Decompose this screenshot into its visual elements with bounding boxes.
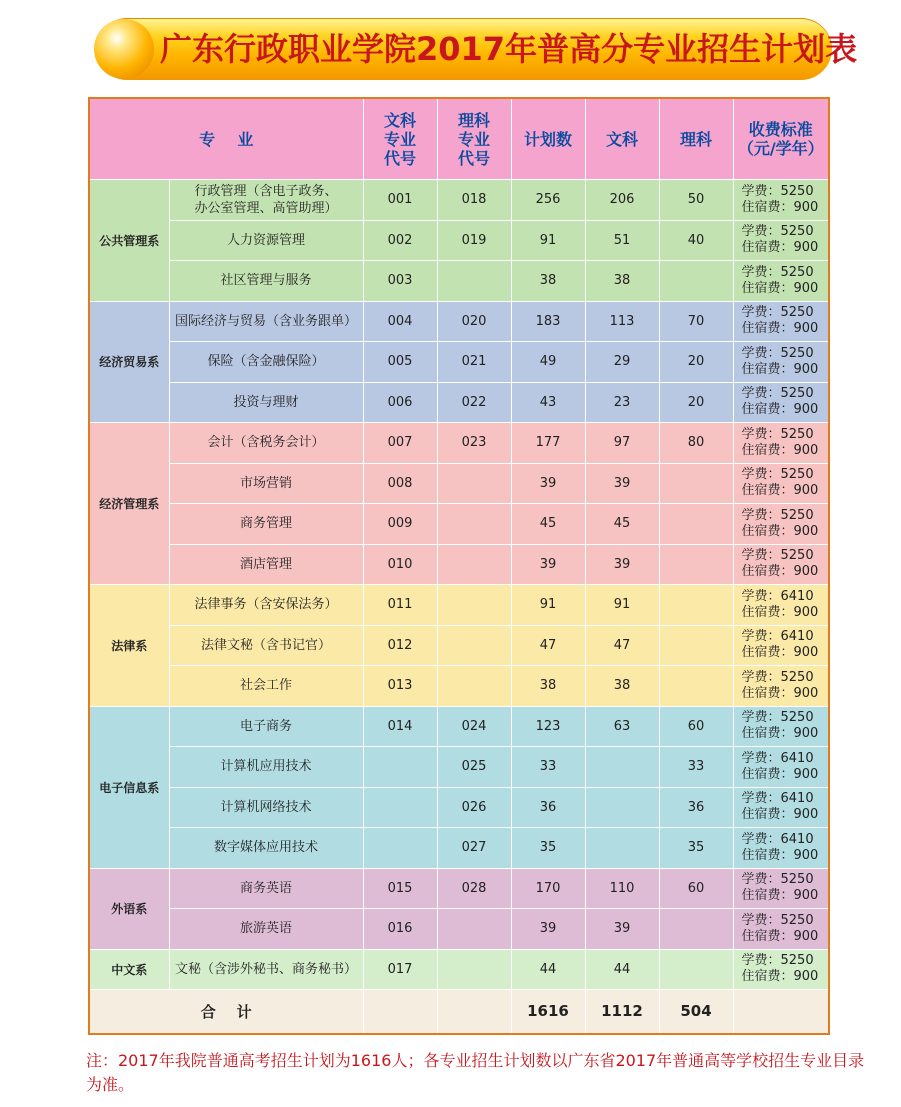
arts-count: 39 — [585, 544, 659, 585]
plan-count: 45 — [511, 504, 585, 545]
sci-count: 60 — [659, 868, 733, 909]
arts-code — [363, 828, 437, 869]
major-name-line: 办公室管理、高管助理） — [194, 200, 338, 216]
footnote: 注：2017年我院普通高考招生计划为1616人；各专业招生计划数以广东省2017年普通高等学校招生专业目录为准。 — [86, 1051, 865, 1094]
plan-count: 39 — [511, 463, 585, 504]
plan-count: 170 — [511, 868, 585, 909]
fee-line: 学费：6410 — [741, 750, 814, 766]
major-name-line: 投资与理财 — [233, 394, 299, 410]
arts-count: 39 — [585, 909, 659, 950]
total-row — [89, 990, 829, 1034]
fee-standard — [733, 666, 829, 707]
sci-count — [659, 544, 733, 585]
major-name — [169, 342, 363, 383]
arts-code: 001 — [363, 180, 437, 221]
fee-line: 住宿费：900 — [741, 969, 819, 985]
arts-code: 012 — [363, 625, 437, 666]
table-row — [89, 747, 829, 788]
fee-standard — [733, 706, 829, 747]
page-title: 广东行政职业学院2017年普高分专业招生计划表 — [160, 30, 858, 68]
major-name-line: 电子商务 — [239, 718, 292, 734]
sci-code: 021 — [437, 342, 511, 383]
sci-count: 40 — [659, 220, 733, 261]
sci-count — [659, 909, 733, 950]
plan-count: 35 — [511, 828, 585, 869]
plan-count: 39 — [511, 909, 585, 950]
sci-code: 019 — [437, 220, 511, 261]
header-row — [89, 98, 829, 180]
plan-count: 36 — [511, 787, 585, 828]
major-name-line: 旅游英语 — [239, 921, 292, 937]
header-arts-code-line: 代号 — [383, 148, 416, 168]
arts-count: 63 — [585, 706, 659, 747]
sci-code — [437, 625, 511, 666]
sci-count — [659, 585, 733, 626]
sci-code — [437, 504, 511, 545]
arts-count: 206 — [585, 180, 659, 221]
major-name — [169, 423, 363, 464]
fee-line: 住宿费：900 — [741, 685, 819, 701]
total-sci: 504 — [659, 990, 733, 1034]
fee-line: 住宿费：900 — [741, 321, 819, 337]
header-arts: 文科 — [585, 98, 659, 180]
major-name-line: 商务英语 — [239, 880, 292, 896]
arts-count: 45 — [585, 504, 659, 545]
plan-count: 91 — [511, 585, 585, 626]
fee-line: 住宿费：900 — [741, 199, 819, 215]
fee-standard — [733, 342, 829, 383]
fee-line: 住宿费：900 — [741, 888, 819, 904]
sci-count — [659, 625, 733, 666]
header-sci: 理科 — [659, 98, 733, 180]
total-empty — [733, 990, 829, 1034]
fee-standard — [733, 828, 829, 869]
fee-line: 住宿费：900 — [741, 766, 819, 782]
fee-line: 住宿费：900 — [741, 240, 819, 256]
fee-line: 学费：5250 — [741, 264, 814, 280]
fee-line: 学费：5250 — [741, 345, 814, 361]
sci-count: 50 — [659, 180, 733, 221]
fee-line: 学费：5250 — [741, 305, 814, 321]
arts-code: 014 — [363, 706, 437, 747]
fee-line: 住宿费：900 — [741, 726, 819, 742]
fee-line: 学费：5250 — [741, 710, 814, 726]
major-name — [169, 585, 363, 626]
fee-line: 学费：5250 — [741, 183, 814, 199]
fee-standard — [733, 382, 829, 423]
fee-standard — [733, 504, 829, 545]
table-row — [89, 828, 829, 869]
sci-code — [437, 463, 511, 504]
fee-standard — [733, 180, 829, 221]
sci-code: 020 — [437, 301, 511, 342]
header-major: 专 业 — [89, 98, 363, 180]
fee-standard — [733, 220, 829, 261]
arts-code: 004 — [363, 301, 437, 342]
major-name-line: 数字媒体应用技术 — [213, 840, 318, 856]
total-arts: 1112 — [585, 990, 659, 1034]
sci-count: 36 — [659, 787, 733, 828]
department-name: 公共管理系 — [89, 180, 169, 302]
sci-code: 022 — [437, 382, 511, 423]
fee-line: 学费：5250 — [741, 953, 814, 969]
fee-standard — [733, 787, 829, 828]
fee-line: 学费：5250 — [741, 467, 814, 483]
sci-code: 024 — [437, 706, 511, 747]
sci-count — [659, 504, 733, 545]
total-empty — [363, 990, 437, 1034]
major-name-line: 会计（含税务会计） — [207, 435, 325, 451]
major-name-line: 国际经济与贸易（含业务跟单） — [174, 313, 357, 329]
fee-line: 住宿费：900 — [741, 442, 819, 458]
table-row — [89, 706, 829, 747]
arts-count: 97 — [585, 423, 659, 464]
plan-count: 43 — [511, 382, 585, 423]
table-row — [89, 909, 829, 950]
sci-count — [659, 463, 733, 504]
major-name — [169, 666, 363, 707]
arts-code: 008 — [363, 463, 437, 504]
sci-code — [437, 949, 511, 990]
major-name — [169, 828, 363, 869]
table-row — [89, 544, 829, 585]
sci-count — [659, 949, 733, 990]
sci-code — [437, 585, 511, 626]
header-sci-code — [437, 98, 511, 180]
department-name: 外语系 — [89, 868, 169, 949]
arts-count: 51 — [585, 220, 659, 261]
major-name — [169, 949, 363, 990]
sci-code: 028 — [437, 868, 511, 909]
header-fee — [733, 98, 829, 180]
major-name-line: 法律事务（含安保法务） — [194, 597, 338, 613]
table-row — [89, 342, 829, 383]
table-row — [89, 625, 829, 666]
table-row — [89, 463, 829, 504]
plan-count: 91 — [511, 220, 585, 261]
plan-count: 47 — [511, 625, 585, 666]
table-row — [89, 585, 829, 626]
major-name-line: 计算机应用技术 — [220, 759, 312, 775]
fee-standard — [733, 868, 829, 909]
sci-code: 023 — [437, 423, 511, 464]
fee-line: 住宿费：900 — [741, 928, 819, 944]
arts-code: 009 — [363, 504, 437, 545]
major-name-line: 行政管理（含电子政务、 — [194, 183, 338, 199]
plan-count: 38 — [511, 666, 585, 707]
plan-count: 33 — [511, 747, 585, 788]
fee-line: 住宿费：900 — [741, 523, 819, 539]
fee-line: 住宿费：900 — [741, 807, 819, 823]
fee-standard — [733, 544, 829, 585]
plan-count: 256 — [511, 180, 585, 221]
major-name — [169, 909, 363, 950]
sci-code — [437, 544, 511, 585]
plan-count: 183 — [511, 301, 585, 342]
fee-line: 住宿费：900 — [741, 280, 819, 296]
plan-count: 38 — [511, 261, 585, 302]
major-name — [169, 463, 363, 504]
arts-count: 38 — [585, 666, 659, 707]
fee-line: 学费：5250 — [741, 548, 814, 564]
fee-standard — [733, 585, 829, 626]
arts-count: 23 — [585, 382, 659, 423]
arts-code: 011 — [363, 585, 437, 626]
fee-line: 学费：5250 — [741, 507, 814, 523]
major-name-line: 计算机网络技术 — [220, 799, 312, 815]
fee-line: 住宿费：900 — [741, 402, 819, 418]
sci-code: 026 — [437, 787, 511, 828]
arts-count — [585, 828, 659, 869]
arts-count: 110 — [585, 868, 659, 909]
major-name-line: 商务管理 — [239, 516, 292, 532]
total-label: 合 计 — [89, 990, 363, 1034]
plan-count: 123 — [511, 706, 585, 747]
total-plan: 1616 — [511, 990, 585, 1034]
table-row — [89, 382, 829, 423]
arts-code: 006 — [363, 382, 437, 423]
sci-code — [437, 261, 511, 302]
major-name-line: 酒店管理 — [239, 556, 292, 572]
major-name — [169, 504, 363, 545]
major-name — [169, 382, 363, 423]
fee-line: 住宿费：900 — [741, 645, 819, 661]
table-row — [89, 949, 829, 990]
fee-line: 学费：5250 — [741, 912, 814, 928]
sci-count: 20 — [659, 342, 733, 383]
fee-standard — [733, 949, 829, 990]
major-name-line: 人力资源管理 — [226, 232, 305, 248]
major-name — [169, 220, 363, 261]
major-name-line: 市场营销 — [239, 475, 292, 491]
table-row — [89, 504, 829, 545]
arts-count: 44 — [585, 949, 659, 990]
arts-count: 38 — [585, 261, 659, 302]
arts-code: 002 — [363, 220, 437, 261]
fee-line: 学费：5250 — [741, 426, 814, 442]
fee-standard — [733, 463, 829, 504]
fee-standard — [733, 747, 829, 788]
arts-code: 017 — [363, 949, 437, 990]
total-empty — [437, 990, 511, 1034]
major-name-line: 保险（含金融保险） — [207, 354, 325, 370]
fee-standard — [733, 261, 829, 302]
fee-standard — [733, 625, 829, 666]
table-row — [89, 261, 829, 302]
arts-code — [363, 747, 437, 788]
header-arts-code-line: 文科 — [383, 110, 416, 130]
plan-count: 177 — [511, 423, 585, 464]
fee-line: 住宿费：900 — [741, 361, 819, 377]
fee-line: 学费：6410 — [741, 791, 814, 807]
department-name: 电子信息系 — [89, 706, 169, 868]
sci-count: 33 — [659, 747, 733, 788]
arts-count: 39 — [585, 463, 659, 504]
fee-line: 住宿费：900 — [741, 483, 819, 499]
sci-code — [437, 666, 511, 707]
sci-code — [437, 909, 511, 950]
fee-standard — [733, 909, 829, 950]
major-name — [169, 544, 363, 585]
header-fee-line: 收费标准 — [748, 120, 813, 139]
table-row — [89, 180, 829, 221]
fee-line: 学费：5250 — [741, 872, 814, 888]
arts-count — [585, 787, 659, 828]
fee-line: 学费：5250 — [741, 669, 814, 685]
major-name — [169, 301, 363, 342]
major-name — [169, 180, 363, 221]
sci-code: 025 — [437, 747, 511, 788]
major-name-line: 社会工作 — [239, 678, 292, 694]
arts-count: 47 — [585, 625, 659, 666]
major-name-line: 社区管理与服务 — [220, 273, 312, 289]
header-arts-code — [363, 98, 437, 180]
arts-code: 005 — [363, 342, 437, 383]
fee-line: 学费：6410 — [741, 629, 814, 645]
enrollment-plan-table — [88, 97, 830, 1035]
fee-line: 住宿费：900 — [741, 847, 819, 863]
sci-count — [659, 261, 733, 302]
header-sci-code-line: 理科 — [457, 110, 490, 130]
plan-count: 44 — [511, 949, 585, 990]
header-plan: 计划数 — [511, 98, 585, 180]
sci-count: 80 — [659, 423, 733, 464]
sci-count: 60 — [659, 706, 733, 747]
arts-code: 007 — [363, 423, 437, 464]
arts-code: 016 — [363, 909, 437, 950]
header-sci-code-line: 专业 — [457, 129, 490, 149]
table-row — [89, 666, 829, 707]
arts-code: 013 — [363, 666, 437, 707]
fee-line: 住宿费：900 — [741, 564, 819, 580]
department-name: 中文系 — [89, 949, 169, 990]
plan-count: 49 — [511, 342, 585, 383]
major-name-line: 文秘（含涉外秘书、商务秘书） — [174, 961, 357, 977]
table-row — [89, 787, 829, 828]
plan-count: 39 — [511, 544, 585, 585]
table-row — [89, 423, 829, 464]
fee-line: 住宿费：900 — [741, 604, 819, 620]
fee-standard — [733, 301, 829, 342]
sci-code: 027 — [437, 828, 511, 869]
sci-code: 018 — [437, 180, 511, 221]
table-row — [89, 868, 829, 909]
sci-count — [659, 666, 733, 707]
major-name — [169, 868, 363, 909]
arts-count: 113 — [585, 301, 659, 342]
major-name — [169, 625, 363, 666]
arts-count — [585, 747, 659, 788]
department-name: 经济管理系 — [89, 423, 169, 585]
major-name — [169, 747, 363, 788]
fee-standard — [733, 423, 829, 464]
header-fee-line: （元/学年） — [737, 139, 824, 158]
department-name: 法律系 — [89, 585, 169, 707]
arts-code: 003 — [363, 261, 437, 302]
major-name — [169, 787, 363, 828]
fee-line: 学费：5250 — [741, 386, 814, 402]
header-sci-code-line: 代号 — [457, 148, 490, 168]
arts-code: 015 — [363, 868, 437, 909]
major-name-line: 法律文秘（含书记官） — [200, 637, 331, 653]
major-name — [169, 261, 363, 302]
fee-line: 学费：6410 — [741, 588, 814, 604]
sci-count: 70 — [659, 301, 733, 342]
arts-count: 91 — [585, 585, 659, 626]
table-row — [89, 301, 829, 342]
arts-code — [363, 787, 437, 828]
sci-count: 20 — [659, 382, 733, 423]
fee-line: 学费：6410 — [741, 831, 814, 847]
department-name: 经济贸易系 — [89, 301, 169, 423]
fee-line: 学费：5250 — [741, 224, 814, 240]
arts-code: 010 — [363, 544, 437, 585]
header-arts-code-line: 专业 — [383, 129, 416, 149]
sci-count: 35 — [659, 828, 733, 869]
table-row — [89, 220, 829, 261]
major-name — [169, 706, 363, 747]
arts-count: 29 — [585, 342, 659, 383]
orb-decoration — [94, 19, 154, 79]
